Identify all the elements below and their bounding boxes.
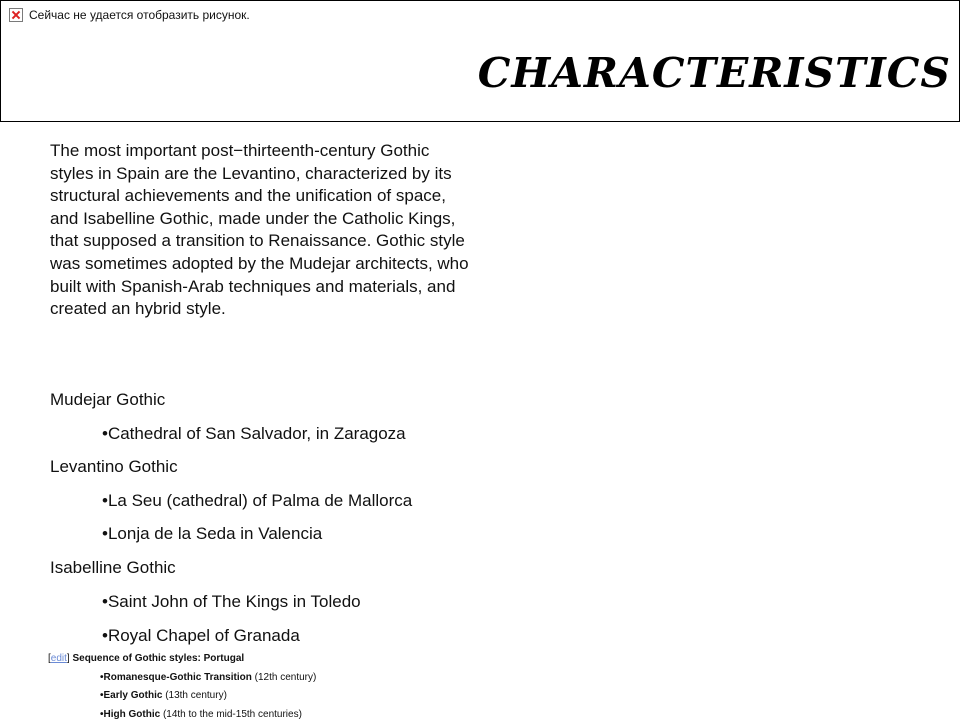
main-content xyxy=(50,140,470,321)
list-item-saint-john: •Saint John of The Kings in Toledo xyxy=(102,592,361,611)
portugal-heading: Sequence of Gothic styles: Portugal xyxy=(72,653,245,664)
portugal-item xyxy=(100,672,316,684)
portugal-item-date: (12th century) xyxy=(251,672,317,683)
header-banner xyxy=(0,0,960,122)
broken-image-placeholder xyxy=(9,8,250,22)
edit-bracket-open: [ xyxy=(48,653,51,664)
portugal-item-date: (14th to the mid-15th centuries) xyxy=(160,709,302,720)
portugal-item xyxy=(100,709,302,721)
intro-paragraph: The most important post−thirteenth-century Gothic styles in Spain are the Levantino, characterized by its structural achievements and the unification of space, and Isabelline Gothic, made under the Catholic Kings, that supposed a transition to Renaissance. Gothic style was sometimes adopted by the Mudejar architects, who built with Spanish-Arab techniques and materials, and created an hybrid style. xyxy=(50,141,469,319)
portugal-item-title: •Romanesque-Gothic Transition xyxy=(100,672,252,683)
title-art: CHARACTERISTICS xyxy=(477,49,951,97)
portugal-heading-line xyxy=(48,653,244,665)
list-item-cathedral-san-salvador: •Cathedral of San Salvador, in Zaragoza xyxy=(102,424,406,443)
broken-image-icon xyxy=(9,8,23,22)
broken-image-text: Сейчас не удается отобразить рисунок. xyxy=(29,8,250,22)
edit-bracket-close: ] xyxy=(66,653,70,664)
list-item-la-seu: •La Seu (cathedral) of Palma de Mallorca xyxy=(102,491,413,510)
portugal-item-title: •Early Gothic xyxy=(100,690,163,701)
section-title-mudejar: Mudejar Gothic xyxy=(50,390,166,409)
list-item-royal-chapel: •Royal Chapel of Granada xyxy=(102,626,300,645)
edit-link[interactable]: edit xyxy=(50,653,67,664)
list-item-lonja: •Lonja de la Seda in Valencia xyxy=(102,524,323,543)
portugal-item-date: (13th century) xyxy=(162,690,227,701)
section-title-isabelline: Isabelline Gothic xyxy=(50,558,176,577)
portugal-item-title: •High Gothic xyxy=(100,709,161,720)
portugal-item xyxy=(100,690,227,702)
section-title-levantino: Levantino Gothic xyxy=(50,457,178,476)
